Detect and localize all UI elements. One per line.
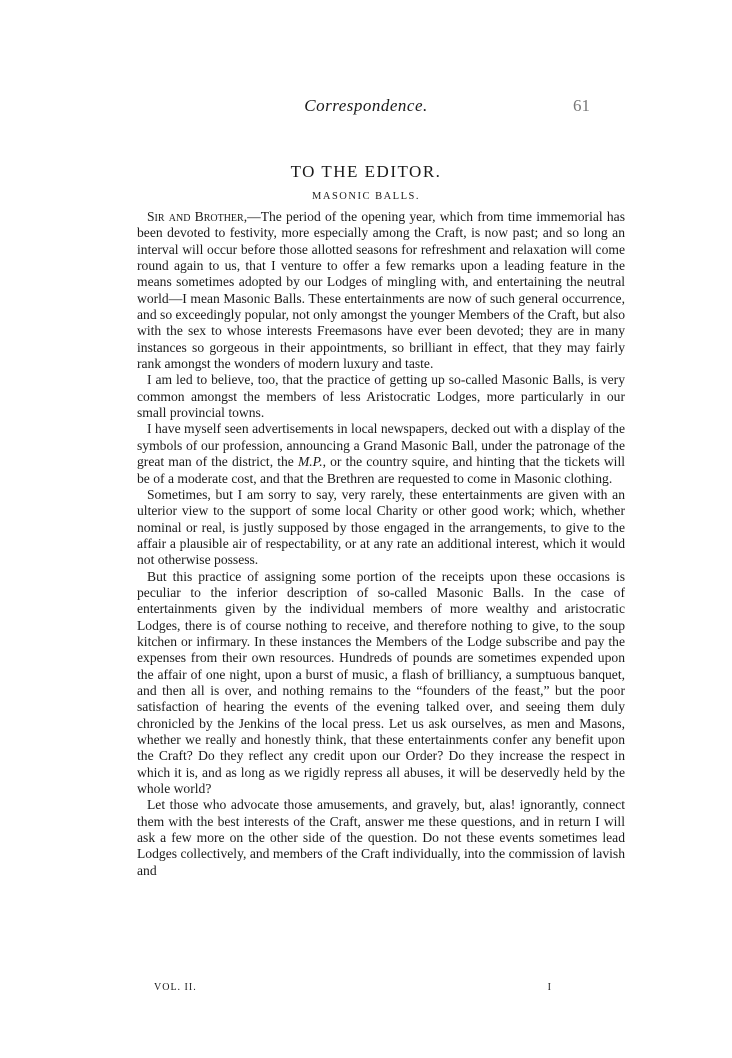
signature-mark: I [547, 982, 552, 993]
running-head [0, 96, 732, 120]
paragraph-1 [137, 209, 625, 372]
article-body [137, 209, 625, 879]
paragraph-3 [137, 421, 625, 486]
page-footer [154, 982, 552, 998]
page-number: 61 [573, 96, 590, 115]
article-heading: TO THE EDITOR. [290, 162, 442, 181]
paragraph-4: Sometimes, but I am sorry to say, very rarely, these entertainments are given with an ulterior view to the support of some local Charity or other good work; which, whether nominal or real, is justly supposed by those engaged in the arrangements, to give to the affair a plausible air of respectability, or at any rate an additional interest, which it would not otherwise possess. [137, 486, 625, 568]
paragraph-3-text: I have myself seen advertisements in local newspapers, decked out with a display of the symbols of our profession, announcing a Grand Masonic Ball, under the patronage of the great man of the district, the [137, 421, 625, 470]
salutation: Sir and Brother, [147, 209, 248, 224]
paragraph-3-cont: , or the country squire, and hinting that the tickets will be of a moderate cost, and that the Brethren are requested to come in Masonic clothing. [137, 454, 625, 486]
paragraph-1-text: —The period of the opening year, which from time immemorial has been devoted to festivity, more especially among the Craft, is now past; and so long an interval will occur before those allotted seasons for refreshment and relaxation will come round again to us, that I venture to offer a few remarks upon a leading feature in the means sometimes adopted by our Lodges of mingling with, and entertaining the neutral world—I mean Masonic Balls. These entertainments are now of such general occurrence, and so exceedingly popular, not only amongst the younger Members of the Craft, but also with the sex to whose interests Freemasons have ever been devoted; they are in many instances so gorgeous in their appointments, so brilliant in effect, that they may fairly rank amongst the wonders of modern luxury and taste. [137, 209, 625, 372]
paragraph-2: I am led to believe, too, that the practice of getting up so-called Masonic Balls, is very common amongst the members of less Aristocratic Lodges, more particularly in our small provincial towns. [137, 372, 625, 421]
article-subheading: MASONIC BALLS. [312, 191, 420, 202]
paragraph-6: Let those who advocate those amusements, and gravely, but, alas! ignorantly, connect them with the best interests of the Craft, answer me these questions, and in return I will ask a few more on the other side of the question. Do not these events sometimes lead Lodges collectively, and members of the Craft individually, into the commission of lavish and [137, 797, 625, 878]
running-title: Correspondence. [304, 96, 428, 115]
paragraph-5: But this practice of assigning some portion of the receipts upon these occasions is peculiar to the inferior description of so-called Masonic Balls. In the case of entertainments given by the individual members of more wealthy and aristocratic Lodges, there is of course nothing to receive, and therefore nothing to give, to the soup kitchen or infirmary. In these instances the Members of the Lodge subscribe and pay the expenses from their own resources. Hundreds of pounds are sometimes expended upon the affair of one night, upon a burst of music, a flash of brilliancy, a sumptuous banquet, and then all is over, and nothing remains to the “founders of the feast,” but the poor satisfaction of hearing the events of the evening talked over, and seeing them duly chronicled by the Jenkins of the local press. Let us ask ourselves, as men and Masons, whether we really and honestly think, that these entertainments confer any benefit upon the Craft? Do they reflect any credit upon our Order? Do they increase the respect in which it is, and as long as we rigidly repress all abuses, it will be deservedly held by the whole world? [137, 568, 625, 797]
mp-abbreviation: M.P. [297, 454, 323, 470]
volume-label: VOL. II. [154, 982, 197, 993]
